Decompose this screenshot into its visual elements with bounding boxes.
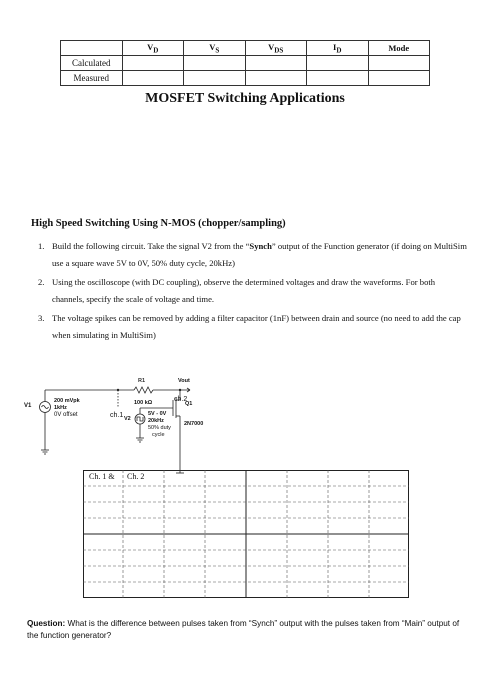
table-cell[interactable] — [307, 56, 369, 71]
list-item — [38, 238, 468, 272]
list-item — [38, 274, 468, 308]
step-text-bold: Synch — [249, 241, 272, 251]
question-prefix: Question: — [27, 619, 66, 628]
table-header-id: $I_D$ — [307, 41, 369, 56]
page-title: MOSFET Switching Applications — [145, 91, 345, 106]
r1-value-label: 100 kΩ — [134, 400, 153, 406]
instruction-list — [38, 238, 468, 344]
resistor-r1 — [134, 387, 153, 393]
step-text: Build the following circuit. Take the signal V2 from the “ — [52, 241, 250, 251]
r1-name-label: R1 — [138, 378, 146, 384]
v2-frequency-label: 20kHz — [148, 418, 164, 424]
step-number: 3. — [38, 313, 45, 323]
table-header-vds: $V_{DS}$ — [245, 41, 307, 56]
ch1-label: ch.1 — [110, 412, 124, 419]
table-cell[interactable] — [184, 71, 246, 86]
table-row — [61, 56, 430, 71]
step-text: The voltage spikes can be removed by adding a filter capacitor (1nF) between drain and source (no need to add the cap when simulating in MultiSim) — [52, 313, 461, 340]
table-cell[interactable] — [245, 71, 307, 86]
table-header-vs: $V_S$ — [184, 41, 246, 56]
table-header-mode: Mode — [368, 41, 430, 56]
v1-frequency-label: 1kHz — [54, 405, 67, 411]
v2-duty-label: cycle — [152, 432, 165, 438]
row-label-measured: Measured — [61, 71, 123, 86]
question-text — [27, 618, 467, 642]
table-cell[interactable] — [184, 56, 246, 71]
q1-name-label: Q1 — [185, 401, 193, 407]
step-number: 1. — [38, 241, 45, 251]
v2-duty-label: 50% duty — [148, 425, 171, 431]
measurement-table — [60, 40, 430, 86]
step-number: 2. — [38, 277, 45, 287]
v1-name-label: V1 — [24, 403, 32, 409]
table-header-blank — [61, 41, 123, 56]
table-header-vd: $V_D$ — [122, 41, 184, 56]
step-text: ” output of the Function generator (if doing on MultiSim use a square wave 5V to 0V, 50% duty cycle, 20kHz) — [52, 241, 467, 268]
table-header-row — [61, 41, 430, 56]
scope-label-ch1: Ch. 1 & — [86, 472, 118, 481]
v2-name-label: V2 — [124, 416, 131, 422]
v1-offset-label: 0V offset — [54, 412, 78, 418]
oscilloscope-grid — [83, 470, 409, 598]
question-body: What is the difference between pulses taken from “Synch” output with the pulses taken from “Main” output of the function generator? — [27, 619, 460, 640]
circuit-diagram — [24, 378, 230, 478]
table-cell[interactable] — [307, 71, 369, 86]
table-row — [61, 71, 430, 86]
square-wave-icon — [137, 417, 143, 421]
section-heading: High Speed Switching Using N-MOS (chopper/sampling) — [31, 218, 286, 229]
circuit-schematic — [30, 378, 230, 478]
table-cell[interactable] — [122, 71, 184, 86]
table-cell[interactable] — [368, 71, 430, 86]
row-label-calculated: Calculated — [61, 56, 123, 71]
table-cell[interactable] — [245, 56, 307, 71]
v1-amplitude-label: 200 mVpk — [54, 398, 80, 404]
table-cell[interactable] — [122, 56, 184, 71]
list-item — [38, 310, 468, 344]
v2-levels-label: 5V - 0V — [148, 411, 167, 417]
sine-icon — [42, 406, 49, 409]
step-text: Using the oscilloscope (with DC coupling), observe the determined voltages and draw the waveforms. For both channels, specify the scale of voltage and time. — [52, 277, 436, 304]
q1-part-label: 2N7000 — [184, 421, 204, 427]
table-cell[interactable] — [368, 56, 430, 71]
vout-label: Vout — [178, 378, 190, 384]
scope-label-ch2: Ch. 2 — [124, 472, 147, 481]
ch2-label: ch.2 — [174, 396, 188, 403]
